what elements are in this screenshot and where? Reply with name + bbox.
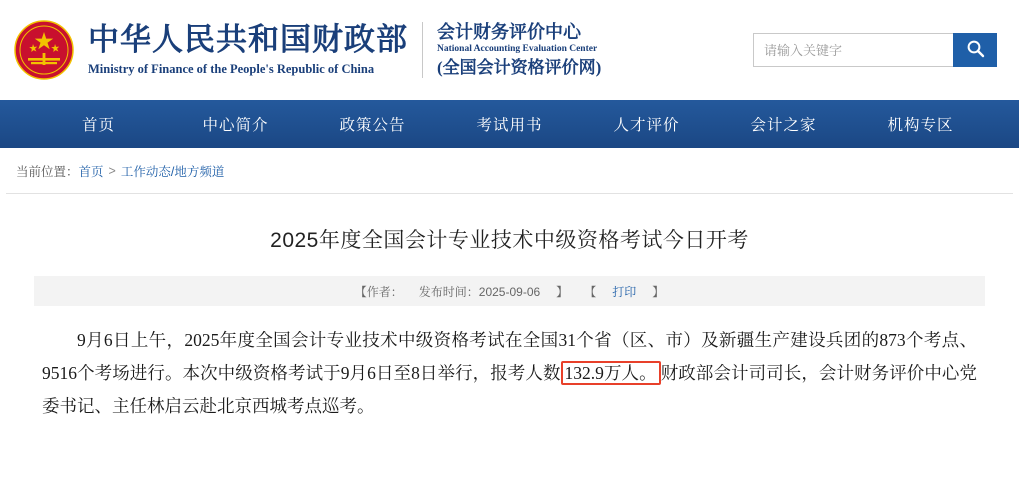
article-container [0,194,1019,423]
print-button[interactable]: 打印 [612,284,637,299]
nav-item-label: 考试用书 [476,117,543,134]
main-navigation [0,100,1019,148]
ministry-name-cn: 中华人民共和国财政部 [88,22,408,57]
nav-item-label: 机构专区 [887,117,954,134]
nav-item-label: 会计之家 [750,117,817,134]
nav-item-policy-announcements[interactable] [304,100,441,148]
search-icon [966,39,985,61]
search-input[interactable] [753,33,953,67]
breadcrumb-link-current[interactable]: 工作动态/地方频道 [120,164,225,179]
nav-item-label: 人才评价 [613,117,680,134]
center-name-block [423,21,601,79]
nav-item-center-intro[interactable] [167,100,304,148]
ministry-name-en: Ministry of Finance of the People's Republic of China [88,62,375,76]
nav-item-exam-books[interactable] [441,100,578,148]
center-site-name: (全国会计资格评价网) [437,58,602,77]
article-author-label: 【作者： [354,284,403,299]
breadcrumb [6,148,1013,194]
nav-item-talent-evaluation[interactable] [578,100,715,148]
breadcrumb-link-home[interactable]: 首页 [78,164,104,179]
nav-item-label: 首页 [81,117,115,134]
ministry-name-block [88,22,423,78]
nav-item-institution-zone[interactable] [852,100,989,148]
site-header [0,0,1019,100]
breadcrumb-separator: > [108,163,116,178]
page-title: 2025年度全国会计专业技术中级资格考试今日开考 [270,229,749,252]
nav-item-accounting-home[interactable] [715,100,852,148]
print-bracket-close: 】 [652,284,665,299]
search-button[interactable] [953,33,997,67]
article-paragraph-part2: 财政部会计司司长，会计财务评价中心党委书记、主任林启云赴北京西城考点巡考。 [42,363,978,416]
article-body [34,306,985,423]
center-name-en: National Accounting Evaluation Center [437,44,598,54]
article-meta-bar [34,276,985,306]
nav-item-label: 政策公告 [339,117,406,134]
highlighted-figure: 132.9万人。 [561,361,661,385]
print-bracket-open: 【 [584,284,597,299]
nav-item-label: 中心简介 [202,117,269,134]
article-paragraph-part1: 9月6日上午，2025年度全国会计专业技术中级资格考试在全国31个省（区、市）及新疆生产建设兵团的873个考点、9516个考场进行。本次中级资格考试于9月6日至8日举行，报考人数 [42,330,977,383]
article-author-close: 】 [556,284,569,299]
search-box [753,33,997,67]
nav-item-home[interactable] [30,100,167,148]
article-publish-date: 发布时间：2025-09-06 [418,284,541,299]
center-name-cn: 会计财务评价中心 [437,22,581,42]
national-emblem-icon [14,20,74,80]
breadcrumb-label: 当前位置： [16,164,79,179]
